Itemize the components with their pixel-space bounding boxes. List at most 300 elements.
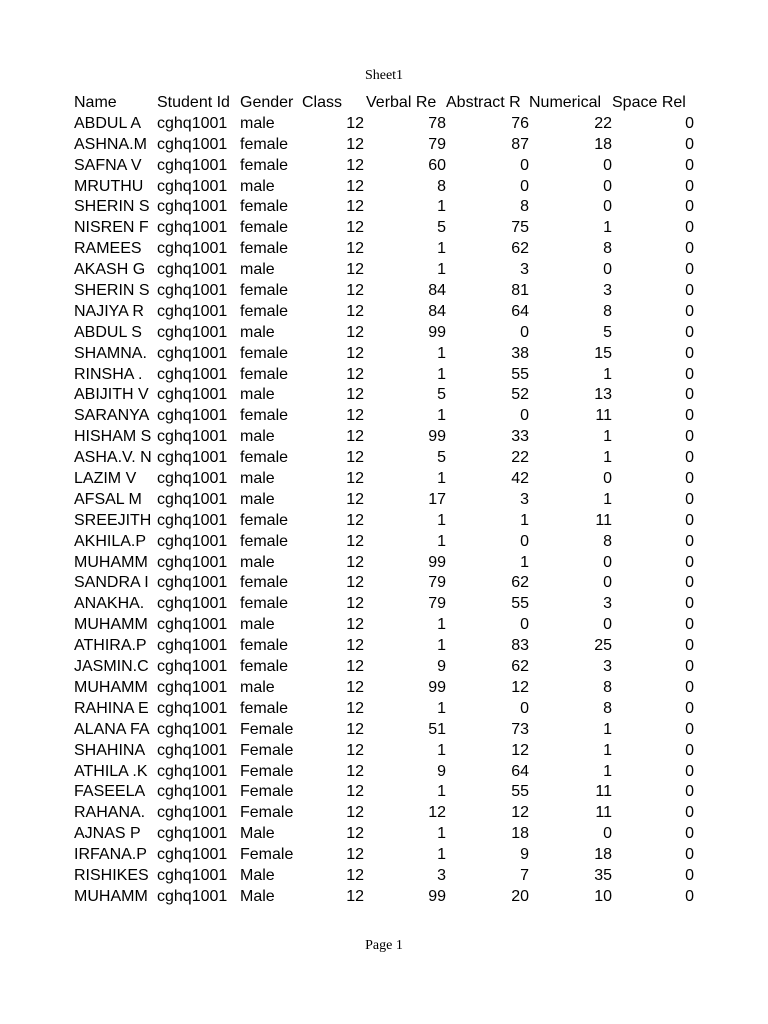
cell-abstract: 62 (511, 658, 529, 676)
cell-abstract: 75 (511, 219, 529, 237)
cell-abstract: 12 (511, 804, 529, 822)
cell-name: MUHAMM (74, 553, 148, 571)
cell-name: IRFANA.P (74, 846, 147, 864)
cell-verbal: 99 (428, 323, 446, 341)
table-row (74, 469, 698, 490)
cell-abstract: 42 (511, 470, 529, 488)
cell-student-id: cghq1001 (157, 553, 228, 571)
cell-abstract: 73 (511, 720, 529, 738)
table-row (74, 720, 698, 741)
cell-name: SANDRA I (74, 574, 149, 592)
cell-numerical: 8 (603, 532, 612, 550)
cell-name: AKHILA.P (74, 532, 147, 550)
cell-student-id: cghq1001 (157, 114, 228, 132)
cell-name: AFSAL M (74, 490, 142, 508)
cell-numerical: 3 (603, 658, 612, 676)
cell-numerical: 11 (595, 804, 612, 822)
cell-student-id: cghq1001 (157, 407, 228, 425)
cell-numerical: 1 (603, 720, 612, 738)
cell-gender: female (240, 219, 289, 237)
cell-space: 0 (685, 846, 694, 864)
table-row (74, 762, 698, 783)
cell-name: SHERIN S (74, 282, 150, 300)
table-row (74, 177, 698, 198)
cell-class: 12 (346, 261, 364, 279)
cell-gender: Female (240, 804, 294, 822)
cell-gender: female (240, 365, 289, 383)
cell-abstract: 1 (520, 511, 529, 529)
cell-verbal: 84 (428, 302, 446, 320)
table-row (74, 699, 698, 720)
cell-student-id: cghq1001 (157, 490, 228, 508)
table-row (74, 866, 698, 887)
cell-name: ABDUL S (74, 323, 142, 341)
cell-verbal: 79 (428, 595, 446, 613)
cell-gender: female (240, 595, 289, 613)
cell-gender: female (240, 282, 289, 300)
cell-space: 0 (685, 407, 694, 425)
cell-name: MUHAMM (74, 678, 148, 696)
cell-space: 0 (685, 156, 694, 174)
cell-space: 0 (685, 135, 694, 153)
cell-numerical: 0 (603, 470, 612, 488)
cell-abstract: 0 (520, 177, 529, 195)
cell-class: 12 (346, 574, 364, 592)
cell-numerical: 11 (595, 511, 612, 529)
table-row (74, 657, 698, 678)
cell-space: 0 (685, 887, 694, 905)
cell-space: 0 (685, 490, 694, 508)
cell-verbal: 1 (437, 699, 446, 717)
cell-abstract: 12 (511, 741, 529, 759)
cell-space: 0 (685, 177, 694, 195)
cell-numerical: 3 (603, 282, 612, 300)
sheet-title: Sheet1 (364, 68, 404, 83)
cell-class: 12 (346, 386, 364, 404)
cell-student-id: cghq1001 (157, 344, 228, 362)
cell-gender: male (240, 490, 275, 508)
cell-name: SARANYA (74, 407, 150, 425)
cell-name: MUHAMM (74, 616, 148, 634)
cell-abstract: 64 (511, 762, 529, 780)
cell-verbal: 5 (437, 449, 446, 467)
column-header-space: Space Rel (612, 94, 686, 111)
cell-gender: male (240, 470, 275, 488)
cell-student-id: cghq1001 (157, 762, 228, 780)
column-header-numerical: Numerical (529, 94, 602, 111)
table-row (74, 260, 698, 281)
cell-name: RISHIKES (74, 866, 149, 884)
cell-abstract: 0 (520, 156, 529, 174)
cell-class: 12 (346, 866, 364, 884)
cell-gender: male (240, 114, 275, 132)
cell-name: HISHAM S (74, 428, 152, 446)
cell-gender: female (240, 156, 289, 174)
table-row (74, 323, 698, 344)
cell-name: ATHILA .K (74, 762, 148, 780)
cell-student-id: cghq1001 (157, 825, 228, 843)
cell-name: AJNAS P (74, 825, 141, 843)
cell-numerical: 8 (603, 302, 612, 320)
cell-verbal: 1 (437, 846, 446, 864)
table-row (74, 448, 698, 469)
cell-gender: Female (240, 846, 294, 864)
cell-gender: male (240, 616, 275, 634)
cell-space: 0 (685, 240, 694, 258)
cell-student-id: cghq1001 (157, 219, 228, 237)
cell-class: 12 (346, 219, 364, 237)
cell-verbal: 5 (437, 386, 446, 404)
cell-verbal: 99 (428, 428, 446, 446)
cell-class: 12 (346, 240, 364, 258)
cell-numerical: 11 (595, 407, 612, 425)
cell-abstract: 64 (511, 302, 529, 320)
cell-student-id: cghq1001 (157, 658, 228, 676)
table-row (74, 615, 698, 636)
cell-name: NAJIYA R (74, 302, 144, 320)
column-header-name: Name (74, 94, 117, 111)
cell-verbal: 1 (437, 532, 446, 550)
cell-student-id: cghq1001 (157, 595, 228, 613)
cell-gender: male (240, 428, 275, 446)
column-header-verbal: Verbal Re (366, 94, 437, 111)
cell-class: 12 (346, 511, 364, 529)
cell-space: 0 (685, 365, 694, 383)
cell-class: 12 (346, 198, 364, 216)
table-row (74, 197, 698, 218)
cell-student-id: cghq1001 (157, 449, 228, 467)
cell-gender: female (240, 574, 289, 592)
cell-space: 0 (685, 386, 694, 404)
cell-student-id: cghq1001 (157, 198, 228, 216)
cell-class: 12 (346, 532, 364, 550)
cell-name: MRUTHU (74, 177, 144, 195)
table-row (74, 532, 698, 553)
cell-space: 0 (685, 219, 694, 237)
cell-gender: female (240, 407, 289, 425)
cell-class: 12 (346, 365, 364, 383)
cell-class: 12 (346, 177, 364, 195)
page-footer: Page 1 (365, 938, 403, 953)
cell-abstract: 0 (520, 407, 529, 425)
cell-space: 0 (685, 344, 694, 362)
cell-name: ANAKHA. (74, 595, 145, 613)
cell-verbal: 1 (437, 741, 446, 759)
cell-student-id: cghq1001 (157, 741, 228, 759)
cell-abstract: 0 (520, 616, 529, 634)
cell-space: 0 (685, 866, 694, 884)
cell-numerical: 0 (603, 198, 612, 216)
cell-numerical: 13 (594, 386, 612, 404)
cell-student-id: cghq1001 (157, 428, 228, 446)
cell-abstract: 20 (511, 887, 529, 905)
cell-space: 0 (685, 762, 694, 780)
cell-verbal: 1 (437, 365, 446, 383)
table-row (74, 365, 698, 386)
cell-abstract: 7 (520, 866, 529, 884)
cell-name: NISREN F (74, 219, 149, 237)
cell-abstract: 8 (520, 198, 529, 216)
cell-space: 0 (685, 553, 694, 571)
cell-numerical: 1 (603, 428, 612, 446)
cell-class: 12 (346, 678, 364, 696)
cell-abstract: 0 (520, 323, 529, 341)
cell-verbal: 1 (437, 825, 446, 843)
cell-space: 0 (685, 595, 694, 613)
table-row (74, 302, 698, 323)
cell-abstract: 55 (511, 595, 529, 613)
cell-abstract: 3 (520, 490, 529, 508)
cell-name: SHERIN S (74, 198, 150, 216)
cell-abstract: 83 (511, 637, 529, 655)
cell-space: 0 (685, 699, 694, 717)
cell-gender: Female (240, 720, 294, 738)
cell-abstract: 81 (511, 282, 529, 300)
cell-class: 12 (346, 470, 364, 488)
cell-name: SREEJITH (74, 511, 152, 529)
cell-verbal: 9 (437, 762, 446, 780)
cell-space: 0 (685, 637, 694, 655)
cell-verbal: 99 (428, 553, 446, 571)
cell-space: 0 (685, 282, 694, 300)
table-row (74, 803, 698, 824)
cell-class: 12 (346, 637, 364, 655)
table-row (74, 845, 698, 866)
cell-student-id: cghq1001 (157, 699, 228, 717)
cell-verbal: 8 (437, 177, 446, 195)
cell-space: 0 (685, 804, 694, 822)
cell-class: 12 (346, 741, 364, 759)
cell-class: 12 (346, 135, 364, 153)
cell-verbal: 17 (428, 490, 446, 508)
cell-class: 12 (346, 846, 364, 864)
cell-numerical: 22 (594, 114, 612, 132)
cell-name: RAHINA E (74, 699, 149, 717)
cell-numerical: 1 (603, 449, 612, 467)
table-row (74, 344, 698, 365)
cell-verbal: 1 (437, 240, 446, 258)
cell-numerical: 8 (603, 678, 612, 696)
cell-abstract: 9 (520, 846, 529, 864)
cell-verbal: 60 (428, 156, 446, 174)
cell-name: SHAHINA (74, 741, 146, 759)
cell-student-id: cghq1001 (157, 846, 228, 864)
data-table (74, 93, 698, 908)
cell-abstract: 0 (520, 699, 529, 717)
table-row (74, 741, 698, 762)
cell-abstract: 55 (511, 365, 529, 383)
cell-name: SAFNA V (74, 156, 142, 174)
cell-verbal: 1 (437, 470, 446, 488)
cell-name: ASHA.V. N (74, 449, 152, 467)
cell-name: FASEELA (74, 783, 146, 801)
cell-student-id: cghq1001 (157, 532, 228, 550)
cell-numerical: 15 (594, 344, 612, 362)
cell-class: 12 (346, 344, 364, 362)
cell-verbal: 1 (437, 637, 446, 655)
cell-space: 0 (685, 470, 694, 488)
cell-verbal: 1 (437, 783, 446, 801)
table-row (74, 427, 698, 448)
cell-gender: female (240, 240, 289, 258)
cell-numerical: 8 (603, 240, 612, 258)
cell-numerical: 3 (603, 595, 612, 613)
cell-student-id: cghq1001 (157, 261, 228, 279)
cell-verbal: 1 (437, 261, 446, 279)
table-row (74, 573, 698, 594)
cell-gender: female (240, 344, 289, 362)
cell-verbal: 1 (437, 616, 446, 634)
cell-name: JASMIN.C (74, 658, 149, 676)
cell-space: 0 (685, 261, 694, 279)
table-row (74, 824, 698, 845)
cell-numerical: 11 (595, 783, 612, 801)
cell-verbal: 1 (437, 344, 446, 362)
cell-space: 0 (685, 741, 694, 759)
cell-space: 0 (685, 574, 694, 592)
table-row (74, 135, 698, 156)
cell-verbal: 99 (428, 678, 446, 696)
cell-student-id: cghq1001 (157, 637, 228, 655)
cell-student-id: cghq1001 (157, 282, 228, 300)
cell-space: 0 (685, 825, 694, 843)
cell-verbal: 3 (437, 866, 446, 884)
cell-gender: female (240, 449, 289, 467)
cell-space: 0 (685, 428, 694, 446)
cell-abstract: 3 (520, 261, 529, 279)
cell-name: RINSHA . (74, 365, 143, 383)
cell-abstract: 87 (511, 135, 529, 153)
cell-gender: female (240, 302, 289, 320)
cell-space: 0 (685, 323, 694, 341)
cell-space: 0 (685, 302, 694, 320)
column-header-student-id: Student Id (157, 94, 230, 111)
cell-student-id: cghq1001 (157, 177, 228, 195)
cell-student-id: cghq1001 (157, 574, 228, 592)
cell-class: 12 (346, 658, 364, 676)
cell-name: RAMEES (74, 240, 142, 258)
cell-verbal: 51 (428, 720, 446, 738)
cell-numerical: 0 (603, 553, 612, 571)
cell-student-id: cghq1001 (157, 365, 228, 383)
cell-class: 12 (346, 616, 364, 634)
cell-class: 12 (346, 323, 364, 341)
table-row (74, 114, 698, 135)
cell-student-id: cghq1001 (157, 470, 228, 488)
cell-class: 12 (346, 720, 364, 738)
cell-class: 12 (346, 156, 364, 174)
column-header-gender: Gender (240, 94, 294, 111)
cell-abstract: 62 (511, 240, 529, 258)
cell-gender: Female (240, 762, 294, 780)
cell-numerical: 18 (594, 135, 612, 153)
cell-gender: male (240, 678, 275, 696)
cell-verbal: 1 (437, 407, 446, 425)
column-header-class: Class (302, 94, 343, 111)
cell-numerical: 25 (594, 637, 612, 655)
cell-name: ABIJITH V (74, 386, 149, 404)
cell-student-id: cghq1001 (157, 887, 228, 905)
cell-abstract: 0 (520, 532, 529, 550)
cell-class: 12 (346, 490, 364, 508)
table-row (74, 887, 698, 908)
cell-numerical: 1 (603, 762, 612, 780)
cell-gender: female (240, 198, 289, 216)
cell-verbal: 79 (428, 135, 446, 153)
cell-space: 0 (685, 678, 694, 696)
table-row (74, 156, 698, 177)
cell-abstract: 55 (511, 783, 529, 801)
cell-gender: Male (240, 825, 275, 843)
cell-numerical: 8 (603, 699, 612, 717)
cell-verbal: 84 (428, 282, 446, 300)
cell-student-id: cghq1001 (157, 511, 228, 529)
cell-student-id: cghq1001 (157, 783, 228, 801)
cell-student-id: cghq1001 (157, 804, 228, 822)
table-row (74, 511, 698, 532)
cell-name: ATHIRA.P (74, 637, 147, 655)
cell-gender: Female (240, 741, 294, 759)
cell-space: 0 (685, 449, 694, 467)
cell-verbal: 79 (428, 574, 446, 592)
cell-gender: Female (240, 783, 294, 801)
cell-class: 12 (346, 762, 364, 780)
cell-student-id: cghq1001 (157, 240, 228, 258)
table-row (74, 406, 698, 427)
cell-numerical: 10 (594, 887, 612, 905)
cell-verbal: 5 (437, 219, 446, 237)
cell-student-id: cghq1001 (157, 866, 228, 884)
cell-gender: female (240, 699, 289, 717)
cell-verbal: 1 (437, 511, 446, 529)
cell-class: 12 (346, 783, 364, 801)
cell-numerical: 1 (603, 490, 612, 508)
table-row (74, 385, 698, 406)
cell-name: LAZIM V (74, 470, 137, 488)
cell-gender: male (240, 177, 275, 195)
cell-numerical: 35 (594, 866, 612, 884)
cell-abstract: 12 (511, 678, 529, 696)
cell-space: 0 (685, 511, 694, 529)
cell-name: RAHANA. (74, 804, 146, 822)
cell-gender: Male (240, 866, 275, 884)
cell-student-id: cghq1001 (157, 302, 228, 320)
cell-name: MUHAMM (74, 887, 148, 905)
cell-space: 0 (685, 198, 694, 216)
cell-abstract: 18 (511, 825, 529, 843)
cell-class: 12 (346, 825, 364, 843)
cell-numerical: 0 (603, 177, 612, 195)
cell-gender: female (240, 637, 289, 655)
cell-verbal: 12 (428, 804, 446, 822)
cell-student-id: cghq1001 (157, 135, 228, 153)
cell-gender: female (240, 135, 289, 153)
table-row (74, 782, 698, 803)
cell-name: ALANA FA (74, 720, 150, 738)
cell-gender: male (240, 386, 275, 404)
cell-gender: female (240, 511, 289, 529)
cell-student-id: cghq1001 (157, 720, 228, 738)
cell-class: 12 (346, 282, 364, 300)
cell-class: 12 (346, 302, 364, 320)
cell-student-id: cghq1001 (157, 323, 228, 341)
cell-student-id: cghq1001 (157, 156, 228, 174)
table-row (74, 490, 698, 511)
cell-numerical: 18 (594, 846, 612, 864)
cell-numerical: 1 (603, 365, 612, 383)
table-row (74, 594, 698, 615)
cell-name: ASHNA.M (74, 135, 147, 153)
